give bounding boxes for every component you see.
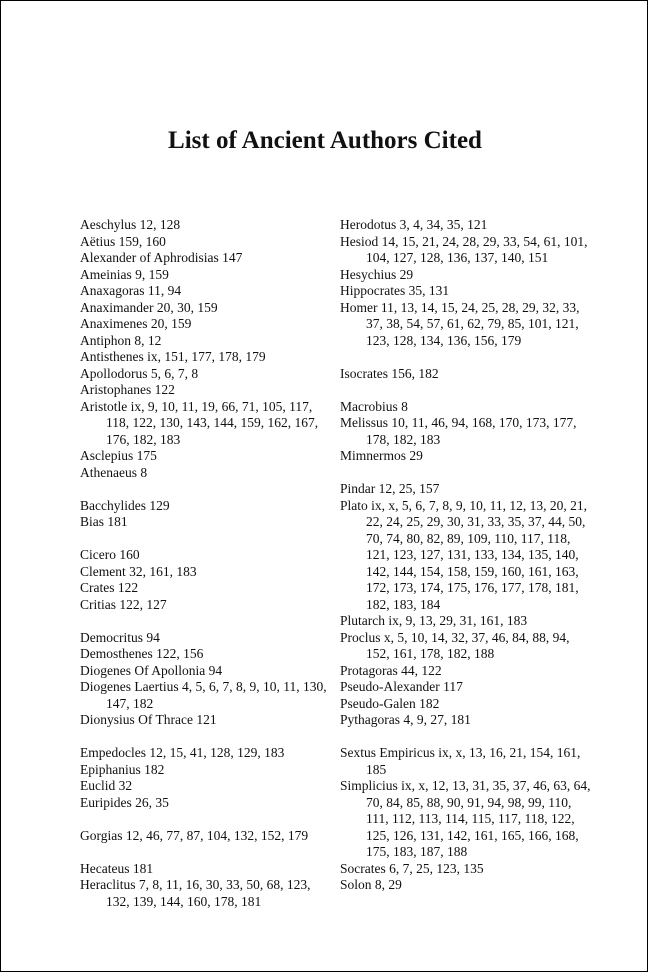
index-entry: Proclus x, 5, 10, 14, 32, 37, 46, 84, 88, 94, 152, 161, 178, 182, 188	[340, 629, 570, 661]
letter-group-spacer	[340, 465, 596, 482]
index-entry: Hippocrates 35, 131	[340, 283, 450, 298]
index-entry: Anaximander 20, 30, 159	[80, 299, 218, 315]
index-entry: Bias 181	[80, 514, 128, 529]
letter-group-spacer	[340, 349, 596, 366]
index-entry: Epiphanius 182	[80, 761, 165, 777]
index-entry: Aristophanes 122	[80, 382, 175, 397]
left-column	[80, 217, 336, 910]
index-entry: Critias 122, 127	[80, 596, 167, 612]
page-title: List of Ancient Authors Cited	[168, 127, 482, 154]
index-entry: Asclepius 175	[80, 448, 157, 463]
index-entry: Protagoras 44, 122	[340, 662, 442, 678]
index-entry: Homer 11, 13, 14, 15, 24, 25, 28, 29, 32, 33, 37, 38, 54, 57, 61, 62, 79, 85, 101, 121, 123, 128, 134, 136, 156, 179	[340, 299, 580, 348]
index-entry: Euripides 26, 35	[80, 794, 169, 810]
index-entry: Macrobius 8	[340, 398, 408, 414]
index-entry: Melissus 10, 11, 46, 94, 168, 170, 173, 177, 178, 182, 183	[340, 415, 577, 447]
index-entry: Diogenes Of Apollonia 94	[80, 662, 223, 678]
index-entry: Pseudo-Galen 182	[340, 695, 440, 711]
index-entry: Solon 8, 29	[340, 877, 402, 892]
index-entry: Mimnermos 29	[340, 448, 423, 463]
index-entry: Hecateus 181	[80, 860, 154, 876]
index-entry: Euclid 32	[80, 778, 133, 793]
index-entry: Gorgias 12, 46, 77, 87, 104, 132, 152, 179	[80, 827, 309, 843]
index-entry: Bacchylides 129	[80, 497, 170, 513]
index-entry: Antisthenes ix, 151, 177, 178, 179	[80, 349, 266, 364]
letter-group-spacer	[80, 481, 336, 498]
index-entry: Anaxagoras 11, 94	[80, 283, 182, 298]
index-entry: Socrates 6, 7, 25, 123, 135	[340, 860, 484, 876]
index-entry: Aeschylus 12, 128	[80, 217, 181, 232]
index-entry: Democritus 94	[80, 629, 160, 645]
index-entry: Simplicius ix, x, 12, 13, 31, 35, 37, 46, 63, 64, 70, 84, 85, 88, 90, 91, 94, 98, 99, 110, 111, 112, 113, 114, 115, 117, 118, 122, 125, 126, 131, 142, 161, 165, 166, 168, 175, 183, 187, 188	[340, 778, 591, 859]
index-entry: Athenaeus 8	[80, 464, 148, 480]
index-entry: Anaximenes 20, 159	[80, 316, 192, 331]
letter-group-spacer	[340, 382, 596, 399]
index-entry: Aristotle ix, 9, 10, 11, 19, 66, 71, 105, 117, 118, 122, 130, 143, 144, 159, 162, 167, 176, 182, 183	[80, 398, 319, 447]
index-entry: Pythagoras 4, 9, 27, 181	[340, 712, 471, 727]
letter-group-spacer	[80, 844, 336, 861]
index-entry: Clement 32, 161, 183	[80, 563, 197, 579]
index-entry: Dionysius Of Thrace 121	[80, 712, 217, 727]
index-entry: Apollodorus 5, 6, 7, 8	[80, 365, 199, 381]
index-entry: Herodotus 3, 4, 34, 35, 121	[340, 217, 488, 232]
right-column	[340, 217, 596, 894]
index-entry: Sextus Empiricus ix, x, 13, 16, 21, 154, 161, 185	[340, 745, 581, 777]
index-entry: Pseudo-Alexander 117	[340, 679, 463, 694]
letter-group-spacer	[80, 531, 336, 548]
index-entry: Empedocles 12, 15, 41, 128, 129, 183	[80, 745, 285, 760]
index-entry: Alexander of Aphrodisias 147	[80, 250, 243, 265]
index-entry: Diogenes Laertius 4, 5, 6, 7, 8, 9, 10, 11, 130, 147, 182	[80, 679, 327, 711]
index-entry: Heraclitus 7, 8, 11, 16, 30, 33, 50, 68, 123, 132, 139, 144, 160, 178, 181	[80, 877, 311, 909]
index-entry: Cicero 160	[80, 547, 140, 562]
letter-group-spacer	[80, 729, 336, 746]
index-entry: Hesychius 29	[340, 266, 414, 282]
index-entry: Isocrates 156, 182	[340, 365, 439, 381]
index-entry: Plato ix, x, 5, 6, 7, 8, 9, 10, 11, 12, 13, 20, 21, 22, 24, 25, 29, 30, 31, 33, 35, 37, 44, 50, 70, 74, 80, 82, 89, 109, 110, 117, 118, 121, 123, 127, 131, 133, 134, 135, 140, 142, 144, 154, 158, 159, 160, 161, 163, 172, 173, 174, 175, 176, 177, 178, 181, 182, 183, 184	[340, 497, 588, 612]
index-entry: Aëtius 159, 160	[80, 233, 166, 249]
letter-group-spacer	[80, 613, 336, 630]
letter-group-spacer	[340, 729, 596, 746]
index-entry: Ameinias 9, 159	[80, 266, 169, 282]
index-entry: Demosthenes 122, 156	[80, 646, 204, 661]
index-entry: Plutarch ix, 9, 13, 29, 31, 161, 183	[340, 613, 528, 628]
index-entry: Hesiod 14, 15, 21, 24, 28, 29, 33, 54, 61, 101, 104, 127, 128, 136, 137, 140, 151	[340, 233, 588, 265]
index-entry: Antiphon 8, 12	[80, 332, 162, 348]
letter-group-spacer	[80, 811, 336, 828]
index-entry: Crates 122	[80, 580, 139, 595]
index-entry: Pindar 12, 25, 157	[340, 481, 440, 496]
